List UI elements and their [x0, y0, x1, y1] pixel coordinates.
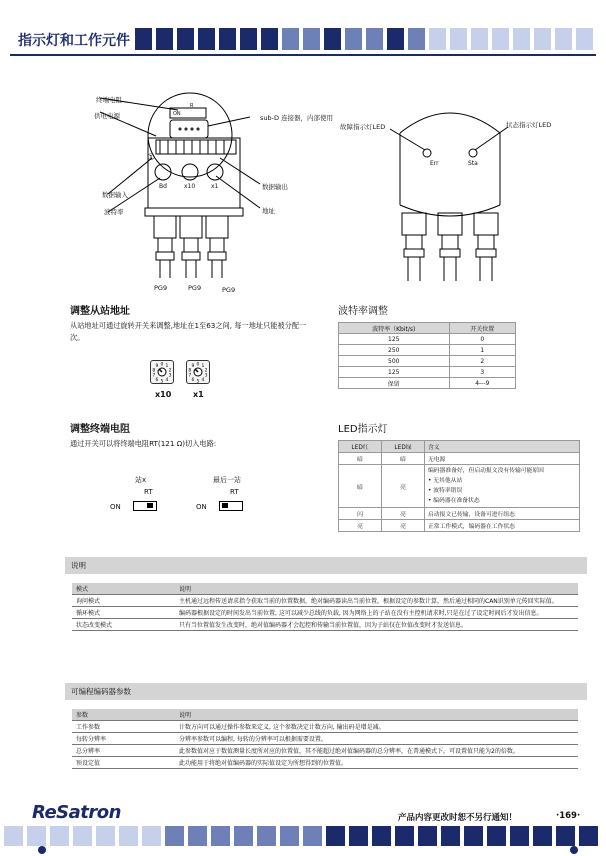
term-rt-1: RT	[144, 488, 153, 496]
label-circled-1: ①	[147, 153, 156, 163]
led-cell: 亮	[382, 465, 425, 508]
pattern-square	[556, 826, 575, 846]
pattern-square	[119, 826, 138, 846]
explain-bar: 说明	[65, 557, 587, 574]
pattern-square	[280, 826, 299, 846]
term-body: 通过开关可以将终端电阻RT(121 Ω)切入电路:	[70, 439, 217, 448]
led-cell: 亮	[382, 508, 425, 520]
footer-dot-right	[570, 846, 578, 854]
dial-digit: 8	[188, 368, 192, 374]
explain-cell: 询问模式	[72, 595, 175, 607]
pattern-square	[492, 28, 509, 50]
explain-cell: 主机通过远程传送请求指令获取当前的位置数据，绝对编码器读出当前位置，根据设定的参数计算，然后通过相同的CAN识别单元传回实际值。	[175, 595, 578, 607]
table-row	[72, 733, 578, 745]
table-row	[72, 721, 578, 733]
term-switch-1[interactable]	[133, 501, 157, 511]
pattern-square	[510, 826, 529, 846]
table-row	[72, 619, 578, 631]
explain-cell: 循环模式	[72, 607, 175, 619]
explain-cell: 只有当位置值发生改变时，绝对值编码器才会起控和传输当前位置值，因为子站仅在位值改变时才发送信息。	[175, 619, 578, 631]
table-row	[339, 334, 516, 345]
label-pg9-1: PG9	[154, 284, 168, 292]
dial-digit: 7	[152, 373, 156, 379]
params-cell: 分辨率参数可以编程, 每转的分辨率可以根据需要设置。	[175, 733, 578, 745]
table-row	[339, 520, 580, 532]
dial-digit: 8	[152, 368, 156, 374]
address-x10-label: x10	[155, 390, 172, 399]
pattern-square	[366, 28, 383, 50]
pattern-square	[257, 826, 276, 846]
params-cell: 总分辨率	[72, 745, 175, 757]
table-row	[72, 757, 578, 769]
dial-digit: 3	[204, 373, 208, 379]
dial-digit: 6	[155, 377, 159, 383]
led-cell: 暗	[339, 465, 382, 508]
term-station-x: 站x	[135, 476, 147, 484]
pattern-square	[487, 826, 506, 846]
term-rt-2: RT	[230, 488, 239, 496]
pattern-square	[96, 826, 115, 846]
params-cell: 计数方向可以通过操作参数来定义, 这个参数决定计数方向, 输出码是增是减。	[175, 721, 578, 733]
address-x1-label: x1	[193, 390, 204, 399]
dial-digit: 9	[191, 364, 195, 370]
pattern-square	[303, 28, 320, 50]
baud-cell: 保留	[339, 378, 450, 389]
label-subd: sub-D 连接器，内部使用	[260, 114, 334, 122]
pattern-square	[211, 826, 230, 846]
pattern-square	[50, 826, 69, 846]
pattern-square	[156, 28, 173, 50]
led-header: 含义	[425, 441, 580, 453]
dial-digit: 1	[165, 364, 169, 370]
pattern-square	[240, 28, 257, 50]
led-cell: 启动报文已传输，设备可进行组态	[425, 508, 580, 520]
explain-table	[72, 583, 578, 631]
led-cell: 正常工作模式，编码器在工作状态	[425, 520, 580, 532]
pattern-square	[441, 826, 460, 846]
pattern-square	[429, 28, 446, 50]
header-pattern	[135, 28, 595, 50]
footer-logo: ReSatron	[32, 802, 121, 823]
dial-digit: 4	[165, 377, 169, 383]
baud-cell: 125	[339, 367, 450, 378]
pattern-square	[188, 826, 207, 846]
address-title: 调整从站地址	[70, 306, 130, 317]
pattern-square	[326, 826, 345, 846]
led-cell: 编码器准备好，但启动报文没有传输可能原因 • 无其他从站 • 波特率错误 • 编码器在准备状态	[425, 465, 580, 508]
footer-pattern	[4, 826, 602, 846]
table-row	[72, 745, 578, 757]
pattern-square	[533, 826, 552, 846]
dial-digit: 1	[201, 364, 205, 370]
pattern-square	[450, 28, 467, 50]
label-data-in: 数据输入	[102, 191, 128, 199]
pattern-square	[303, 826, 322, 846]
table-row	[339, 508, 580, 520]
led-header: LED绿	[382, 441, 425, 453]
label-x10-dial: x10	[184, 183, 196, 190]
dial-digit: 9	[155, 364, 159, 370]
params-cell: 此参数值对应于数值测量长度所对应的位置值，其不能超过绝对值编码器的总分辨率，在普通模式下，可设置值只能为2的倍数。	[175, 745, 578, 757]
params-bar: 可编程编码器参数	[65, 683, 587, 700]
table-row	[339, 367, 516, 378]
led-title: LED指示灯	[338, 424, 388, 435]
led-cell: 亮	[382, 520, 425, 532]
baud-cell: 3	[449, 367, 515, 378]
pattern-square	[464, 826, 483, 846]
label-status-led: 状态指示灯LED	[506, 121, 552, 129]
header-rule	[10, 54, 596, 56]
table-row	[339, 345, 516, 356]
pattern-square	[345, 28, 362, 50]
led-cell: 无电源	[425, 453, 580, 465]
params-table	[72, 709, 578, 769]
label-address: 地址	[262, 207, 275, 215]
table-row	[72, 595, 578, 607]
baud-title: 波特率调整	[338, 306, 388, 317]
baud-cell: 0	[449, 334, 515, 345]
baud-cell: 500	[339, 356, 450, 367]
dial-digit: 2	[204, 368, 208, 374]
dial-digit: 2	[168, 368, 172, 374]
dial-digit: 3	[168, 373, 172, 379]
address-dial-x10	[150, 360, 174, 384]
pattern-square	[576, 28, 593, 50]
address-dial-x1	[186, 360, 210, 384]
baud-cell: 1	[449, 345, 515, 356]
baud-cell: 250	[339, 345, 450, 356]
pattern-square	[165, 826, 184, 846]
explain-header: 说明	[175, 583, 578, 595]
explain-cell: 编码器根据设定的时间发出当前位置, 这可以减少总线的负载, 因为网络上的子站在没有主控机请求时,只是在过了设定时间后才发出信息。	[175, 607, 578, 619]
term-switch-2[interactable]	[219, 501, 243, 511]
page-title: 指示灯和工作元件	[18, 33, 130, 49]
label-baud: 波特率	[104, 208, 124, 216]
pattern-square	[4, 826, 23, 846]
table-row	[72, 607, 578, 619]
address-body: 从站地址可通过旋转开关来调整,地址在1至63之间, 每一地址只能被分配一次。	[70, 321, 307, 342]
pattern-square	[408, 28, 425, 50]
pattern-square	[198, 28, 215, 50]
explain-cell: 状态改变模式	[72, 619, 175, 631]
label-pg9-3: PG9	[222, 286, 236, 294]
pattern-square	[387, 28, 404, 50]
baud-cell: 2	[449, 356, 515, 367]
pattern-square	[135, 28, 152, 50]
table-row	[339, 453, 580, 465]
term-title: 调整终端电阻	[70, 424, 130, 435]
pattern-square	[372, 826, 391, 846]
label-sta: Sta	[468, 160, 478, 167]
pattern-square	[219, 28, 236, 50]
explain-header: 模式	[72, 583, 175, 595]
pattern-square	[234, 826, 253, 846]
dial-digit: 5	[196, 379, 200, 383]
dial-digit: 0	[196, 362, 200, 368]
pattern-square	[142, 826, 161, 846]
label-data-out: 数据输出	[262, 183, 288, 191]
footer-page-number: ·169·	[556, 811, 581, 821]
params-cell: 每转分辨率	[72, 733, 175, 745]
table-row	[339, 378, 516, 389]
dial-digit: 5	[160, 379, 164, 383]
baud-header: 开关位置	[449, 323, 515, 334]
label-on-small: ON	[173, 111, 181, 117]
pattern-square	[513, 28, 530, 50]
term-on-2: ON	[196, 503, 207, 511]
label-r-small: R	[190, 103, 194, 109]
dial-digit: 0	[160, 362, 164, 368]
led-header: LED红	[339, 441, 382, 453]
led-table	[338, 440, 580, 532]
footer-notice: 产品内容更改时恕不另行通知！	[398, 813, 518, 823]
baud-cell: 125	[339, 334, 450, 345]
pattern-square	[282, 28, 299, 50]
pattern-square	[395, 826, 414, 846]
led-cell: 闪	[339, 508, 382, 520]
params-header: 说明	[175, 709, 578, 721]
pattern-square	[471, 28, 488, 50]
dial-digit: 6	[191, 377, 195, 383]
label-x1-dial: x1	[211, 183, 219, 190]
pattern-square	[534, 28, 551, 50]
params-header: 参数	[72, 709, 175, 721]
label-bd: Bd	[159, 183, 167, 190]
footer-dot-left	[38, 846, 46, 854]
term-on-1: ON	[110, 503, 121, 511]
pattern-square	[73, 826, 92, 846]
label-pg9-2: PG9	[188, 284, 202, 292]
led-cell: 亮	[339, 520, 382, 532]
pattern-square	[177, 28, 194, 50]
params-cell: 此功能用于将绝对值编码器的实际值设定为所想得到的位置值。	[175, 757, 578, 769]
dial-digit: 7	[188, 373, 192, 379]
led-cell: 暗	[382, 453, 425, 465]
label-power: 供电电源	[94, 112, 120, 120]
params-cell: 工作参数	[72, 721, 175, 733]
table-row	[339, 465, 580, 508]
dial-digit: 4	[201, 377, 205, 383]
table-row	[339, 356, 516, 367]
pattern-square	[579, 826, 598, 846]
baud-table	[338, 322, 516, 389]
pattern-square	[27, 826, 46, 846]
pattern-square	[555, 28, 572, 50]
baud-header: 波特率（Kbit/s)	[339, 323, 450, 334]
led-cell: 暗	[339, 453, 382, 465]
label-fault-led: 故障指示灯LED	[340, 123, 386, 131]
pattern-square	[418, 826, 437, 846]
baud-cell: 4---9	[449, 378, 515, 389]
pattern-square	[324, 28, 341, 50]
pattern-square	[349, 826, 368, 846]
label-terminal: 终端电阻	[96, 96, 122, 104]
term-last-station: 最后一站	[213, 476, 241, 484]
params-cell: 预设定值	[72, 757, 175, 769]
label-err: Err	[430, 160, 439, 167]
pattern-square	[261, 28, 278, 50]
